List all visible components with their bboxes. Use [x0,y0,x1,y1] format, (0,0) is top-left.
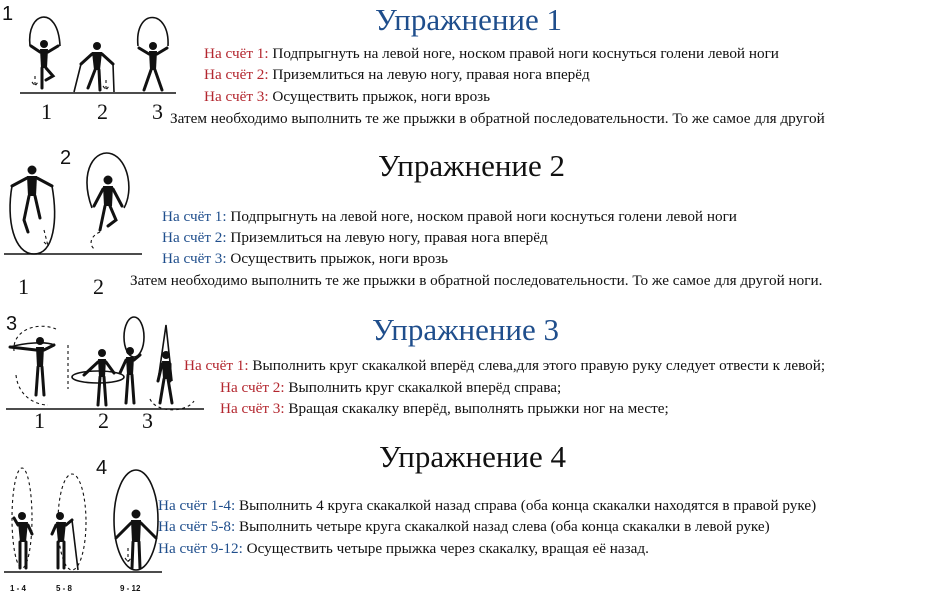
exercise-2-step [162,251,448,266]
step-label: На счёт 5-8: [158,518,236,535]
step-label: На счёт 3: [220,400,285,417]
step-label: На счёт 1-4: [158,497,236,514]
exercise-1-step [204,46,779,61]
exercise-1-step-number: 2 [97,99,108,124]
exercise-3-step [220,401,669,416]
exercise-3-step [184,358,825,373]
exercise-3-step-number: 2 [98,408,109,433]
step-text: Осуществить четыре прыжка через скакалку, вращая её назад. [242,540,649,557]
exercise-2-step-number: 2 [93,274,104,299]
step-text: Подпрыгнуть на левой ноге, носком правой ноги коснуться голени левой ноги [268,45,779,62]
exercise-2-title: Упражнение 2 [378,148,566,183]
step-label: На счёт 1: [204,45,269,62]
step-label: На счёт 2: [220,379,285,396]
step-label: На счёт 3: [204,88,269,105]
exercise-2-step [162,230,548,245]
exercise-1-step-number: 1 [41,99,52,124]
step-label: На счёт 3: [162,250,227,267]
exercise-4-step [158,498,816,513]
figure-label-3: 3 [6,313,18,335]
exercise-4-step-number: 1 - 4 [10,584,27,593]
step-text: Вращая скакалку вперёд, выполнять прыжки ног на месте; [284,400,669,417]
step-label: На счёт 9-12: [158,540,243,557]
exercise-3-step-number: 3 [142,408,153,433]
step-text: Выполнить круг скакалкой вперёд слева,для этого правую руку следует отвести к левой; [248,357,826,374]
step-label: На счёт 1: [184,357,249,374]
exercise-1-note: Затем необходимо выполнить те же прыжки в обратной последовательности. То же самое для другой [170,110,825,127]
exercise-1-step [204,89,490,104]
exercise-3-title: Упражнение 3 [372,312,560,347]
step-label: На счёт 1: [162,208,227,225]
step-label: На счёт 2: [162,229,227,246]
step-text: Осуществить прыжок, ноги врозь [268,88,491,105]
exercise-4-step-number: 9 - 12 [120,584,141,593]
exercise-1-title: Упражнение 1 [375,2,563,37]
exercise-4-step [158,519,770,534]
exercise-4-step-number: 5 - 8 [56,584,73,593]
exercise-4-illustration [4,458,164,580]
exercise-4-title: Упражнение 4 [379,439,567,474]
exercise-3-illustration [6,315,206,413]
exercise-4-step [158,541,649,556]
exercise-3-step-number: 1 [34,408,45,433]
step-text: Выполнить круг скакалкой вперёд справа; [284,379,562,396]
exercise-3-step [220,380,561,395]
exercise-1-step [204,67,590,82]
exercise-1-step-number: 3 [152,99,163,124]
step-text: Подпрыгнуть на левой ноге, носком правой ноги коснуться голени левой ноги [226,208,737,225]
step-text: Выполнить 4 круга скакалкой назад справа (оба конца скакалки находятся в правой руке) [235,497,817,514]
exercise-1-illustration [18,6,178,98]
exercise-2-illustration [4,147,144,262]
step-label: На счёт 2: [204,66,269,83]
figure-label-2: 2 [60,147,72,169]
figure-label-1: 1 [2,3,14,25]
step-text: Приземлиться на левую ногу, правая нога вперёд [226,229,548,246]
step-text: Осуществить прыжок, ноги врозь [226,250,449,267]
exercise-2-note: Затем необходимо выполнить те же прыжки в обратной последовательности. То же самое для другой ноги. [130,272,823,289]
exercise-2-step [162,209,737,224]
exercise-2-step-number: 1 [18,274,29,299]
figure-label-4: 4 [96,457,108,479]
step-text: Приземлиться на левую ногу, правая нога вперёд [268,66,590,83]
step-text: Выполнить четыре круга скакалкой назад слева (оба конца скакалки в левой руке) [235,518,770,535]
